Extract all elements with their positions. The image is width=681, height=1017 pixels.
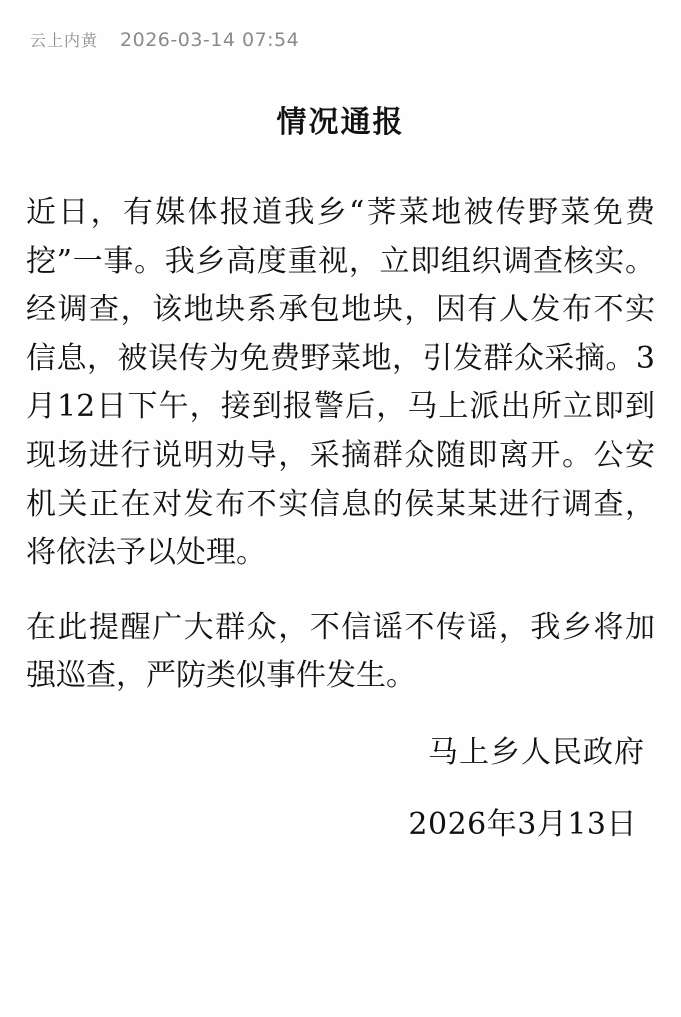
signature-date: 2026年3月13日 [408, 806, 637, 842]
signature-block [26, 729, 655, 849]
paragraph: 近日，有媒体报道我乡“荠菜地被传野菜免费挖”一事。我乡高度重视，立即组织调查核实。经调查，该地块系承包地块，因有人发布不实信息，被误传为免费野菜地，引发群众采摘。3月12日下午，接到报警后，马上派出所立即到现场进行说明劝导，采摘群众随即离开。公安机关正在对发布不实信息的侯某某进行调查，将依法予以处理。 [26, 195, 655, 571]
document-body [26, 189, 655, 701]
signature-organization: 马上乡人民政府 [428, 734, 645, 770]
page-title: 情况通报 [276, 105, 405, 140]
timestamp-label: 2026-03-14 07:54 [120, 29, 300, 51]
article-meta [0, 0, 681, 51]
source-label: 云上内黄 [30, 31, 99, 50]
paragraph: 在此提醒广大群众，不信谣不传谣，我乡将加强巡查，严防类似事件发生。 [26, 609, 655, 694]
